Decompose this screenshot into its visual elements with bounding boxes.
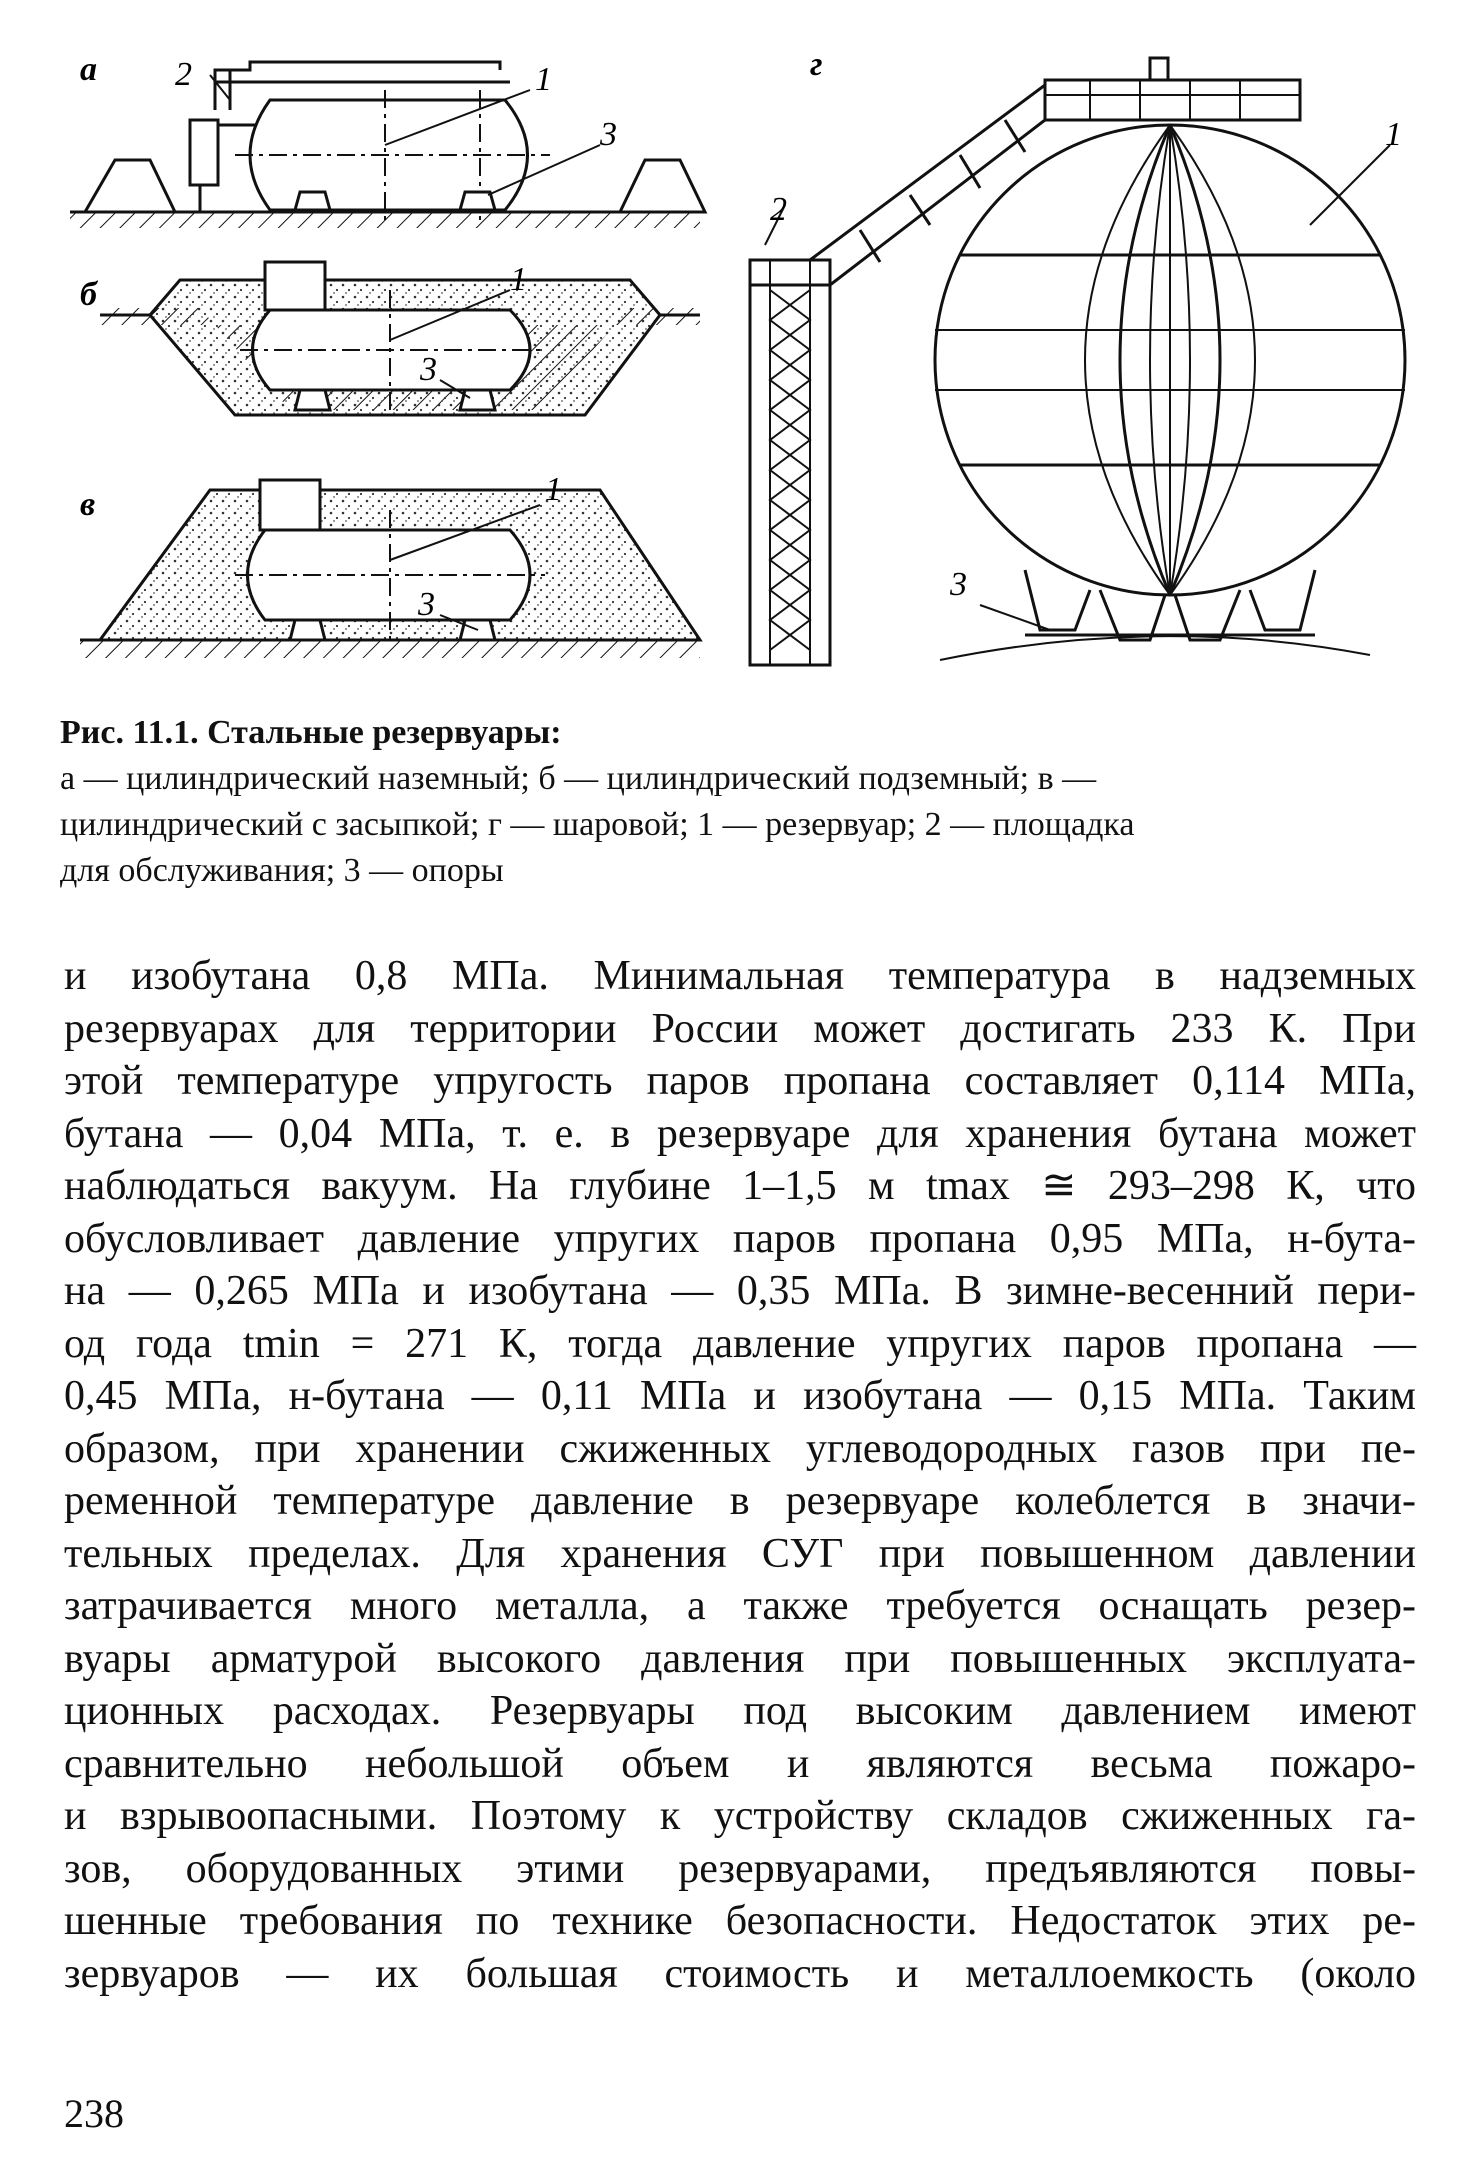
callout-1-panel-b: 1 [510,261,527,298]
figure-caption [60,710,1420,894]
text-line: на — 0,265 МПа и изобутана — 0,35 МПа. В зимне-весенний пери- [64,1268,1416,1314]
text-line: од года tmin = 271 К, тогда давление упругих паров пропана — [64,1320,1416,1367]
page-number: 238 [64,2091,124,2136]
callout-2-panel-g: 2 [770,191,787,228]
text-line: образом, при хранении сжиженных углеводородных газов при пе- [64,1425,1416,1472]
panel-label-b: б [80,276,97,313]
caption-line: цилиндрический с засыпкой; г — шаровой; 1 — резервуар; 2 — площадка [60,806,1135,843]
text-line: сравнительно небольшой объем и являются весьма пожаро- [64,1740,1416,1787]
panel-b-underground-tank [100,262,700,415]
callout-1-panel-v: 1 [545,471,562,508]
caption-title: Рис. 11.1. Стальные резервуары: [60,714,562,751]
callout-1-panel-a: 1 [535,61,552,98]
callout-2-panel-a: 2 [175,56,192,93]
text-line: затрачивается много металла, а также требуется оснащать резер- [64,1583,1416,1629]
text-line: наблюдаться вакуум. На глубине 1–1,5 м tmax ≅ 293–298 К, что [64,1163,1416,1209]
callout-3-panel-a: 3 [600,116,617,153]
text-line: зервуаров — их большая стоимость и металлоемкость (около [64,1950,1416,1997]
caption-line: а — цилиндрический наземный; б — цилиндрический подземный; в — [60,760,1097,797]
panel-v-backfilled-tank [80,480,700,658]
text-line: ременной температуре давление в резервуаре колеблется в значи- [64,1478,1416,1524]
text-line: тельных пределах. Для хранения СУГ при повышенном давлении [64,1530,1416,1577]
text-line: этой температуре упругость паров пропана составляет 0,114 МПа, [64,1058,1416,1104]
text-line: и взрывоопасными. Поэтому к устройству складов сжиженных га- [64,1793,1416,1839]
text-line: ционных расходах. Резервуары под высоким давлением имеют [64,1688,1416,1734]
text-line: вуары арматурой высокого давления при повышенных эксплуата- [64,1635,1416,1682]
text-line: шенные требования по технике безопасности. Недостаток этих ре- [64,1898,1416,1944]
callout-3-panel-b: 3 [420,351,437,388]
text-line: бутана — 0,04 МПа, т. е. в резервуаре для хранения бутана может [64,1110,1416,1157]
text-line: обусловливает давление упругих паров пропана 0,95 МПа, н-бута- [64,1215,1416,1262]
callout-3-panel-v: 3 [418,586,435,623]
text-line: 0,45 МПа, н-бутана — 0,11 МПа и изобутана — 0,15 МПа. Таким [64,1373,1416,1419]
caption-line: для обслуживания; 3 — опоры [60,852,504,889]
callout-1-panel-g: 1 [1385,116,1402,153]
panel-label-v: в [80,486,96,523]
callout-3-panel-g: 3 [950,566,967,603]
text-line: и изобутана 0,8 МПа. Минимальная температура в надземных [64,953,1416,999]
text-line: резервуарах для территории России может достигать 233 К. При [64,1005,1416,1052]
panel-label-a: а [80,51,97,88]
body-paragraph [64,950,1416,2000]
text-line: зов, оборудованных этими резервуарами, предъявляются повы- [64,1845,1416,1892]
figure-steel-tanks [40,30,1450,690]
panel-label-g: г [810,46,823,83]
panel-g-spherical-tank [750,58,1405,665]
